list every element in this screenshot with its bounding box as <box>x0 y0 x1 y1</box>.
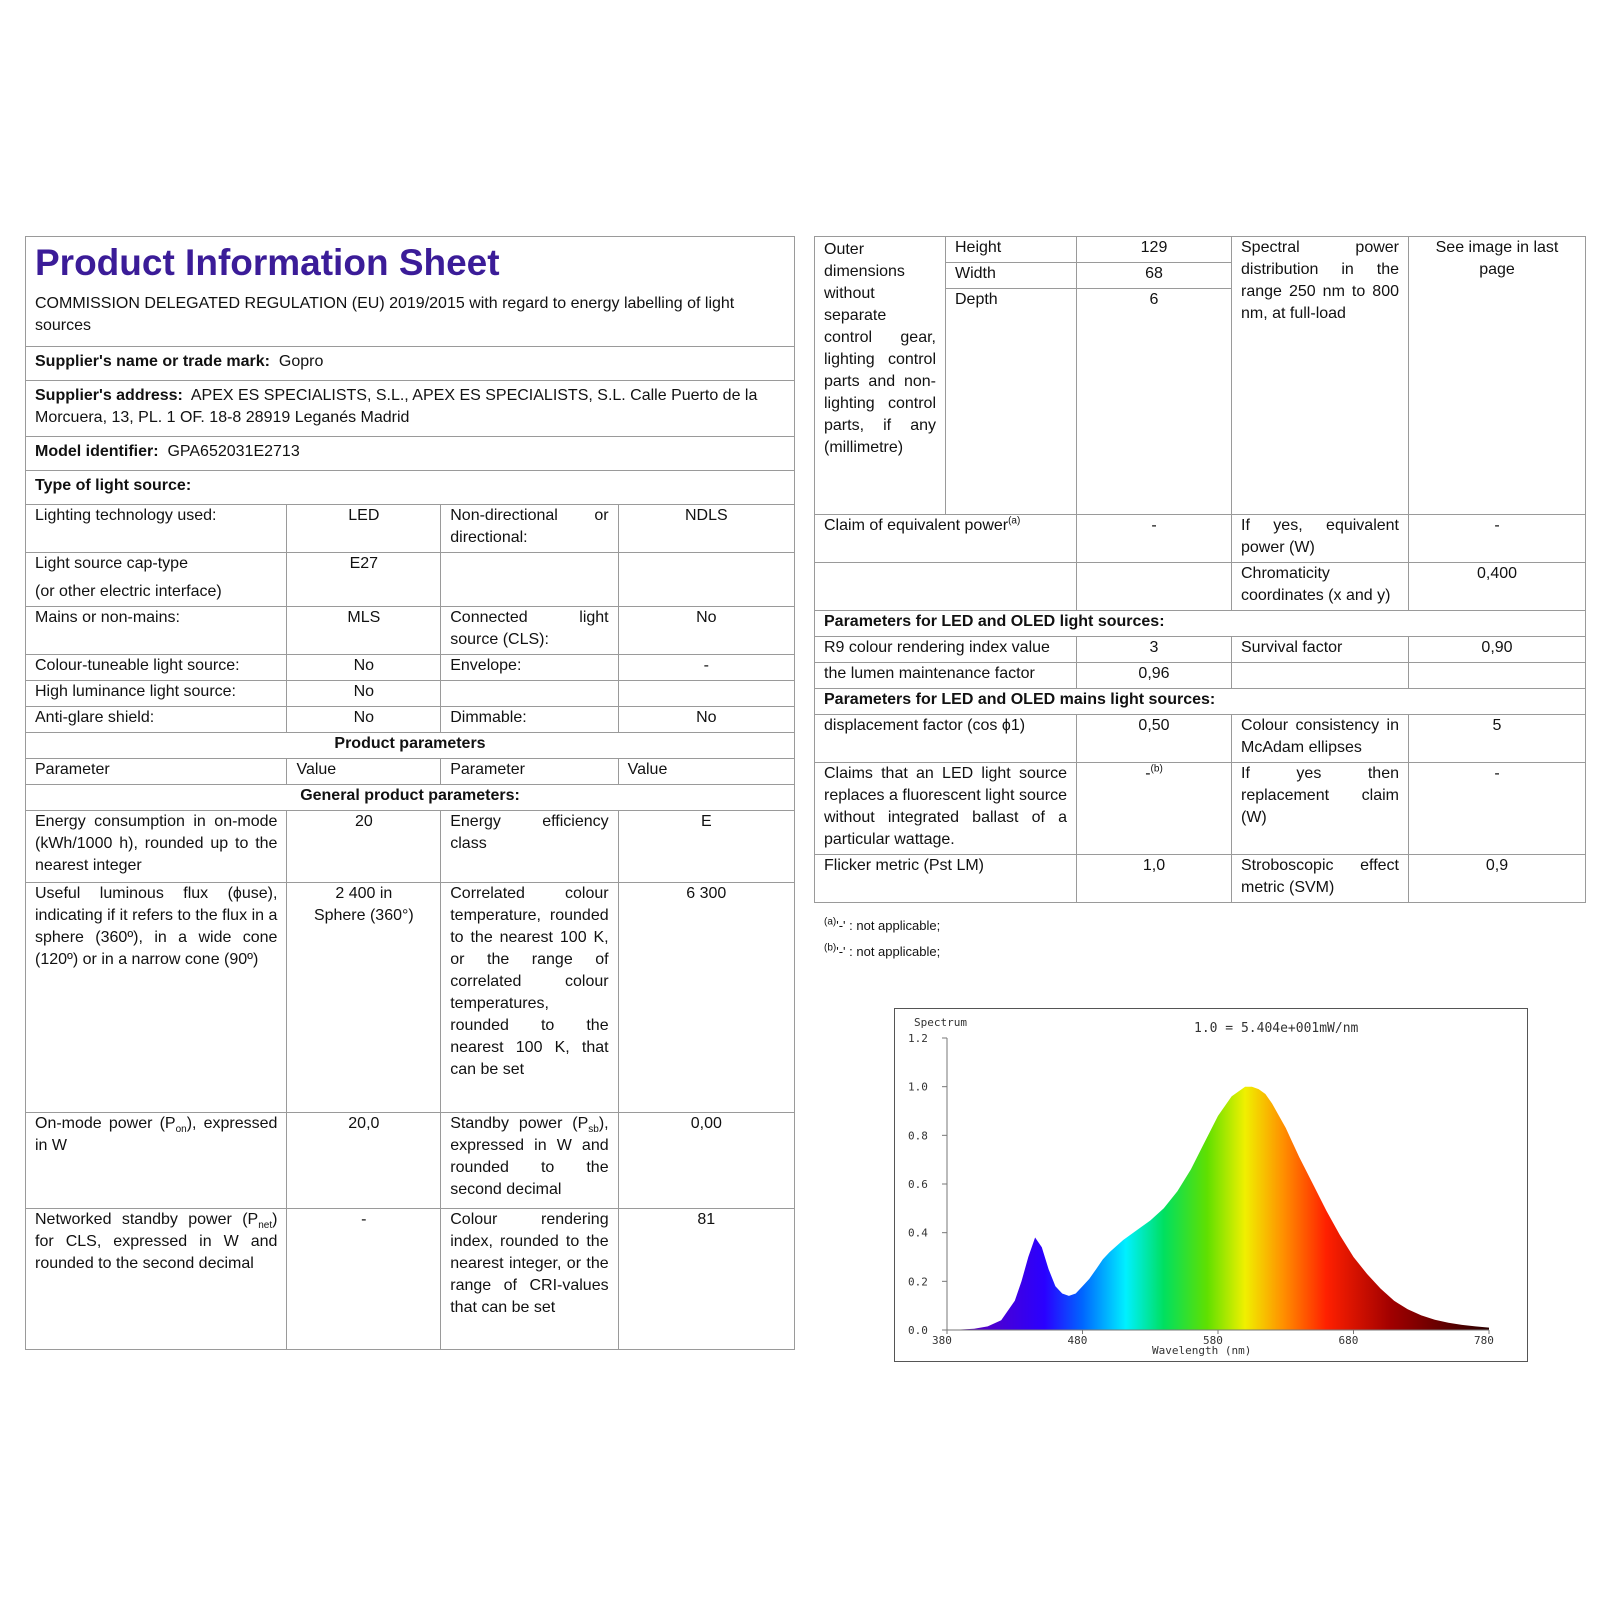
colour-consistency-label: Colour consistency in McAdam ellipses <box>1232 715 1409 763</box>
supplier-name: Gopro <box>278 353 324 370</box>
flicker-value: 1,0 <box>1077 855 1232 903</box>
stroboscopic-label: Stroboscopic effect metric (SVM) <box>1232 855 1409 903</box>
height-value: 129 <box>1077 237 1232 263</box>
cct-value: 6 300 <box>618 883 794 1113</box>
spd-value: See image in last page <box>1409 237 1586 515</box>
on-mode-power-label-a: On-mode power (P <box>35 1115 176 1132</box>
cap-label <box>26 553 287 607</box>
envelope-label: Envelope: <box>441 655 618 681</box>
fluorescent-replacement-value-text: - <box>1145 765 1151 782</box>
sheet-header <box>26 237 795 347</box>
survival-value: 0,90 <box>1409 637 1586 663</box>
footnote-b <box>824 944 940 960</box>
equiv-yes-value: - <box>1409 515 1586 563</box>
flicker-label: Flicker metric (Pst LM) <box>815 855 1077 903</box>
y-tick-label: 1.0 <box>908 1080 928 1094</box>
y-tick-label: 0.6 <box>908 1178 928 1191</box>
empty-cell <box>441 681 618 707</box>
fluorescent-replacement-value <box>1077 763 1232 855</box>
chart-title: 1.0 = 5.404e+001mW/nm <box>1194 1021 1359 1036</box>
footnote-b-text: '-' : not applicable; <box>836 944 941 959</box>
spd-label: Spectral power distribution in the range 250 nm to 800 nm, at full-load <box>1232 237 1409 515</box>
outer-dimensions-label: Outer dimensions without separate control gear, lighting control parts and non-lighting control parts, if any (millimetre) <box>815 237 946 515</box>
model-row <box>26 437 795 471</box>
cct-label: Correlated colour temperature, rounded to the nearest 100 K, or the range of correlated colour temperatures, rounded to the nearest 100 K, that can be set <box>441 883 618 1113</box>
displacement-label: displacement factor (cos ϕ1) <box>815 715 1077 763</box>
led-params-heading: Parameters for LED and OLED light sources: <box>815 611 1586 637</box>
on-mode-power-label <box>26 1113 287 1209</box>
y-tick-label: 0.2 <box>908 1275 928 1289</box>
y-tick-label: 0.0 <box>908 1324 928 1337</box>
networked-standby-value: - <box>287 1209 441 1350</box>
standby-power-label-a: Standby power (P <box>450 1115 589 1132</box>
luminous-flux-value <box>287 883 441 1113</box>
supplier-address: APEX ES SPECIALISTS, S.L., APEX ES SPECIALISTS, S.L. Calle Puerto de la Morcuera, 13, PL. 1 OF. 18-8 28919 Leganés Madrid <box>35 387 758 426</box>
regulation-text: COMMISSION DELEGATED REGULATION (EU) 2019/2015 with regard to energy labelling of light sources <box>35 295 735 334</box>
energy-consumption-label: Energy consumption in on-mode (kWh/1000 h), rounded up to the nearest integer <box>26 811 287 883</box>
product-info-table-right <box>814 236 1586 903</box>
y-tick-label: 0.4 <box>908 1226 928 1240</box>
lumen-maintenance-label: the lumen maintenance factor <box>815 663 1077 689</box>
networked-standby-label-b: ) for CLS, expressed in W and rounded to the second decimal <box>35 1211 278 1272</box>
general-params-heading: General product parameters: <box>26 785 795 811</box>
page-title: Product Information Sheet <box>35 242 500 283</box>
on-mode-power-label-b: ), expressed in W <box>35 1115 278 1154</box>
efficiency-class-value: E <box>618 811 794 883</box>
chart-corner-label: Spectrum <box>914 1016 967 1029</box>
cap-label-line2: (or other electric interface) <box>35 583 222 600</box>
stroboscopic-value: 0,9 <box>1409 855 1586 903</box>
standby-power-label-b: ), expressed in W and rounded to the second decimal <box>450 1115 609 1198</box>
envelope-value: - <box>618 655 794 681</box>
tech-label: Lighting technology used: <box>26 505 287 553</box>
antiglare-label: Anti-glare shield: <box>26 707 287 733</box>
product-info-table-left <box>25 236 795 1350</box>
col-header-value: Value <box>618 759 794 785</box>
equiv-power-label-text: Claim of equivalent power <box>824 517 1009 534</box>
cls-value: No <box>618 607 794 655</box>
supplier-name-row <box>26 347 795 381</box>
fluorescent-replacement-label: Claims that an LED light source replaces a fluorescent light source without integrated ballast of a particular wattage. <box>815 763 1077 855</box>
empty-cell <box>1232 663 1409 689</box>
col-header-parameter: Parameter <box>441 759 618 785</box>
mains-label: Mains or non-mains: <box>26 607 287 655</box>
dimmable-label: Dimmable: <box>441 707 618 733</box>
x-tick-label: 580 <box>1203 1334 1223 1347</box>
empty-cell <box>1409 663 1586 689</box>
depth-label: Depth <box>946 289 1077 515</box>
col-header-value: Value <box>287 759 441 785</box>
x-tick-label: 780 <box>1474 1334 1494 1347</box>
x-tick-label: 680 <box>1338 1334 1359 1347</box>
standby-power-label <box>441 1113 618 1209</box>
model-identifier: GPA652031E2713 <box>167 443 300 460</box>
footnote-a-mark: (a) <box>824 916 837 928</box>
cap-value: E27 <box>287 553 441 607</box>
tuneable-value: No <box>287 655 441 681</box>
led-mains-params-heading: Parameters for LED and OLED mains light sources: <box>815 689 1586 715</box>
energy-consumption-value: 20 <box>287 811 441 883</box>
cri-label: Colour rendering index, rounded to the nearest integer, or the range of CRI-values that can be set <box>441 1209 618 1350</box>
on-mode-power-sub: on <box>175 1124 187 1136</box>
type-heading: Type of light source: <box>26 471 795 505</box>
tuneable-label: Colour-tuneable light source: <box>26 655 287 681</box>
equiv-yes-label: If yes, equivalent power (W) <box>1232 515 1409 563</box>
standby-power-value: 0,00 <box>618 1113 794 1209</box>
r9-value: 3 <box>1077 637 1232 663</box>
displacement-value: 0,50 <box>1077 715 1232 763</box>
width-label: Width <box>946 263 1077 289</box>
col-header-parameter: Parameter <box>26 759 287 785</box>
y-tick-label: 1.2 <box>908 1032 928 1045</box>
replacement-claim-label: If yes then replacement claim (W) <box>1232 763 1409 855</box>
luminous-flux-value-line1: 2 400 in <box>335 885 393 902</box>
equiv-power-value: - <box>1077 515 1232 563</box>
supplier-address-row <box>26 381 795 437</box>
cap-label-line1: Light source cap-type <box>35 555 188 572</box>
supplier-name-label: Supplier's name or trade mark: <box>35 353 270 370</box>
chromaticity-value: 0,400 <box>1409 563 1586 611</box>
standby-power-sub: sb <box>588 1124 599 1136</box>
chromaticity-label: Chromaticity coordinates (x and y) <box>1232 563 1409 611</box>
depth-value: 6 <box>1077 289 1232 515</box>
mains-value: MLS <box>287 607 441 655</box>
supplier-address-label: Supplier's address: <box>35 387 183 404</box>
high-luminance-value: No <box>287 681 441 707</box>
product-params-heading: Product parameters <box>26 733 795 759</box>
replacement-claim-value: - <box>1409 763 1586 855</box>
networked-standby-label <box>26 1209 287 1350</box>
empty-cell <box>618 553 794 607</box>
footnote-a <box>824 918 940 934</box>
luminous-flux-value-line2: Sphere (360°) <box>313 907 414 924</box>
antiglare-value: No <box>287 707 441 733</box>
high-luminance-label: High luminance light source: <box>26 681 287 707</box>
tech-value: LED <box>287 505 441 553</box>
fluorescent-replacement-sup: (b) <box>1150 763 1163 775</box>
efficiency-class-label: Energy efficiency class <box>441 811 618 883</box>
directional-value: NDLS <box>618 505 794 553</box>
cri-value: 81 <box>618 1209 794 1350</box>
empty-cell <box>618 681 794 707</box>
empty-cell <box>1077 563 1232 611</box>
cls-label: Connected light source (CLS): <box>441 607 618 655</box>
networked-standby-label-a: Networked standby power (P <box>35 1211 259 1228</box>
dimmable-value: No <box>618 707 794 733</box>
footnote-a-text: '-' : not applicable; <box>836 918 941 933</box>
equiv-power-label <box>815 515 1077 563</box>
y-tick-label: 0.8 <box>908 1129 928 1143</box>
x-axis-label: Wavelength (nm) <box>1152 1344 1252 1357</box>
colour-consistency-value: 5 <box>1409 715 1586 763</box>
survival-label: Survival factor <box>1232 637 1409 663</box>
directional-label: Non-directional or directional: <box>441 505 618 553</box>
r9-label: R9 colour rendering index value <box>815 637 1077 663</box>
on-mode-power-value: 20,0 <box>287 1113 441 1209</box>
width-value: 68 <box>1077 263 1232 289</box>
footnote-b-mark: (b) <box>824 942 837 954</box>
x-tick-label: 380 <box>932 1334 952 1347</box>
spectrum-chart <box>894 1008 1528 1362</box>
empty-cell <box>815 563 1077 611</box>
model-label: Model identifier: <box>35 443 159 460</box>
networked-standby-sub: net <box>258 1220 273 1232</box>
equiv-power-sup: (a) <box>1008 515 1021 527</box>
x-tick-label: 480 <box>1067 1334 1088 1347</box>
lumen-maintenance-value: 0,96 <box>1077 663 1232 689</box>
luminous-flux-label: Useful luminous flux (ϕuse), indicating if it refers to the flux in a sphere (360º), in a wide cone (120º) or in a narrow cone (90º) <box>26 883 287 1113</box>
height-label: Height <box>946 237 1077 263</box>
empty-cell <box>441 553 618 607</box>
